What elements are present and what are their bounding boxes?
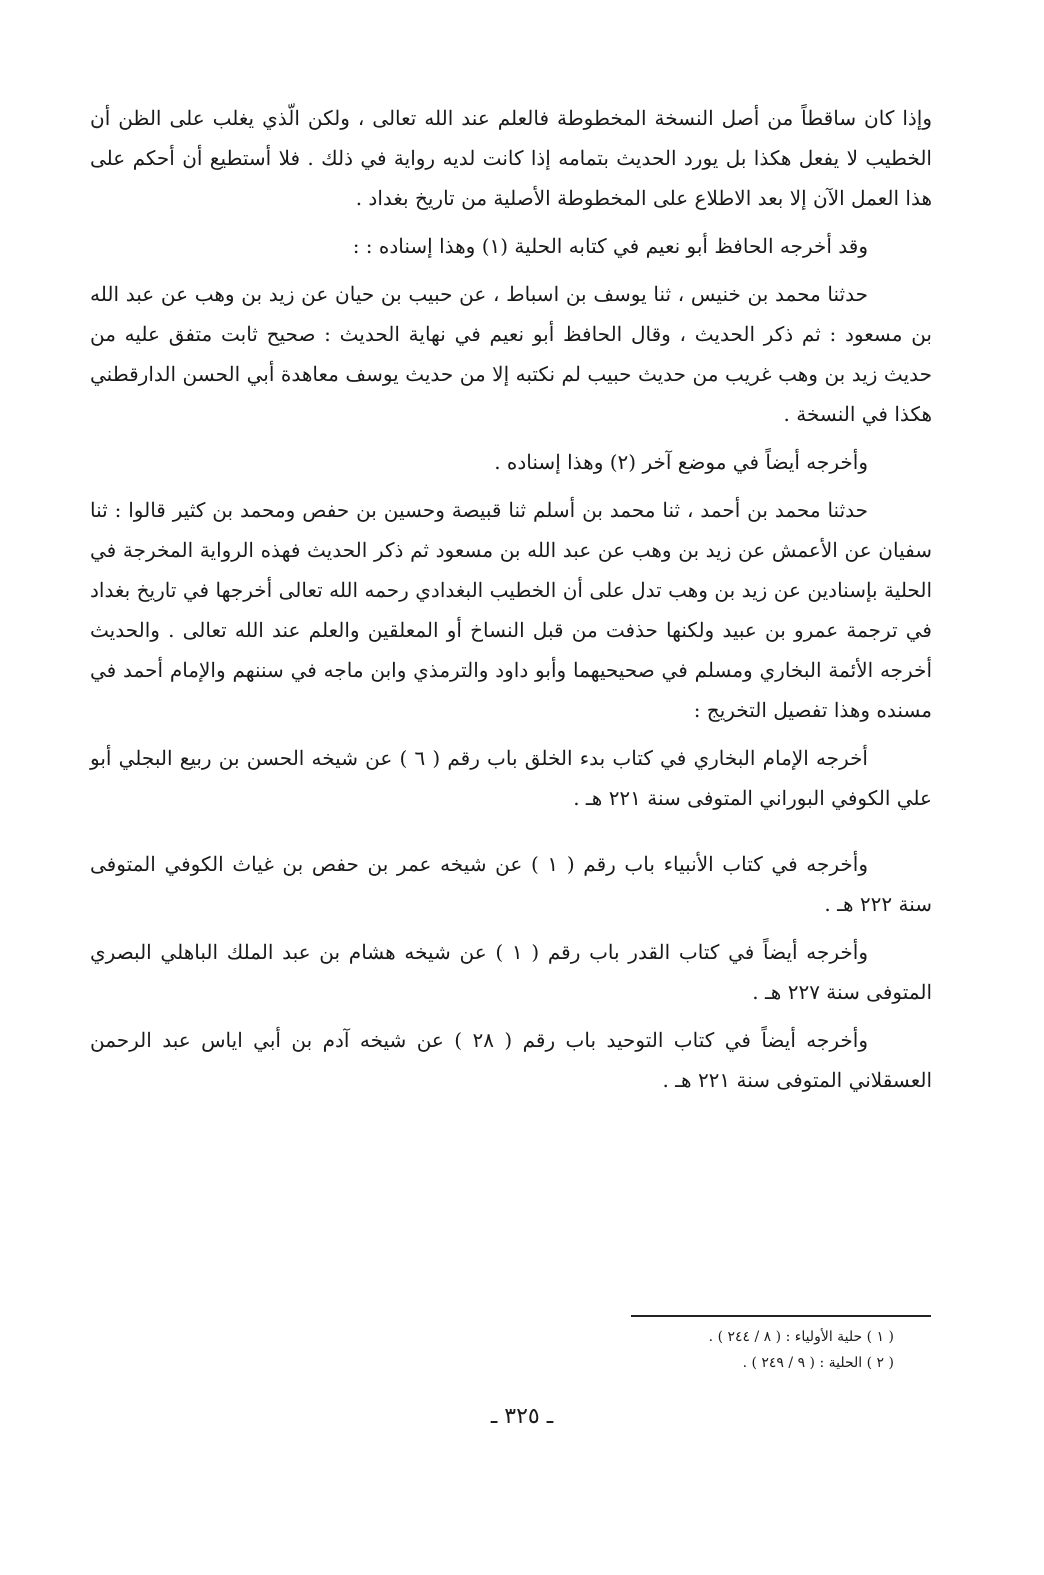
paragraph-1: وإذا كان ساقطاً من أصل النسخة المخطوطة فالعلم عند الله تعالى ، ولكن الّذي يغلب على الظن أن الخطيب لا يفعل هكذا بل يورد الحديث بتمامه إذا كانت لديه رواية في ذلك . فلا أستطيع أن أحكم على هذا العمل الآن إلا بعد الاطلاع على المخطوطة الأصلية من تاريخ بغداد . <box>90 106 932 210</box>
paragraph-3: حدثنا محمد بن خنيس ، ثنا يوسف بن اسباط ، عن حبيب بن حيان عن زيد بن وهب عن عبد الله بن مسعود : ثم ذكر الحديث ، وقال الحافظ أبو نعيم في نهاية الحديث : صحيح ثابت متفق عليه من حديث زيد بن وهب غريب من حديث حبيب لم نكتبه إلا من حديث يوسف معاهدة أبي الحسن الدارقطني هكذا في النسخة . <box>90 282 932 426</box>
paragraph-7: وأخرجه في كتاب الأنبياء باب رقم ( ١ ) عن شيخه عمر بن حفص بن غياث الكوفي المتوفى سنة ٢٢٢ هـ . <box>90 852 932 916</box>
paragraph-6: أخرجه الإمام البخاري في كتاب بدء الخلق باب رقم ( ٦ ) عن شيخه الحسن بن ربيع البجلي أبو علي الكوفي البوراني المتوفى سنة ٢٢١ هـ . <box>90 746 932 810</box>
footnote-2: ( ٢ ) الحلية : ( ٩ / ٢٤٩ ) . <box>742 1355 894 1371</box>
footnotes <box>534 1324 894 1376</box>
paragraph-5: حدثنا محمد بن أحمد ، ثنا محمد بن أسلم ثنا قبيصة وحسين بن حفص ومحمد بن كثير قالوا : ثنا سفيان عن الأعمش عن زيد بن وهب عن عبد الله بن مسعود ثم ذكر الحديث فهذه الرواية المخرجة في الحلية بإسنادين عن زيد بن وهب تدل على أن الخطيب البغدادي رحمه الله تعالى أخرجها في تاريخ بغداد في ترجمة عمرو بن عبيد ولكنها حذفت من قبل النساخ أو المعلقين والعلم عند الله تعالى . والحديث أخرجه الأئمة البخاري ومسلم في صحيحيهما وأبو داود والترمذي وابن ماجه في سننهم والإمام أحمد في مسنده وهذا تفصيل التخريج : <box>90 498 933 722</box>
paragraph-9: وأخرجه أيضاً في كتاب التوحيد باب رقم ( ٢٨ ) عن شيخه آدم بن أبي اياس عبد الرحمن العسقلاني المتوفى سنة ٢٢١ هـ . <box>90 1028 932 1092</box>
page-number: ـ ٣٢٥ ـ <box>490 1404 554 1429</box>
paragraph-2: وقد أخرجه الحافظ أبو نعيم في كتابه الحلية (١) وهذا إسناده : : <box>352 234 868 258</box>
footnote-1: ( ١ ) حلية الأولياء : ( ٨ / ٢٤٤ ) . <box>708 1329 894 1345</box>
footnote-separator <box>631 1315 931 1317</box>
paragraph-8: وأخرجه أيضاً في كتاب القدر باب رقم ( ١ ) عن شيخه هشام بن عبد الملك الباهلي البصري المتوفى سنة ٢٢٧ هـ . <box>90 940 932 1004</box>
main-text <box>90 98 932 1108</box>
paragraph-4: وأخرجه أيضاً في موضع آخر (٢) وهذا إسناده . <box>494 450 868 474</box>
